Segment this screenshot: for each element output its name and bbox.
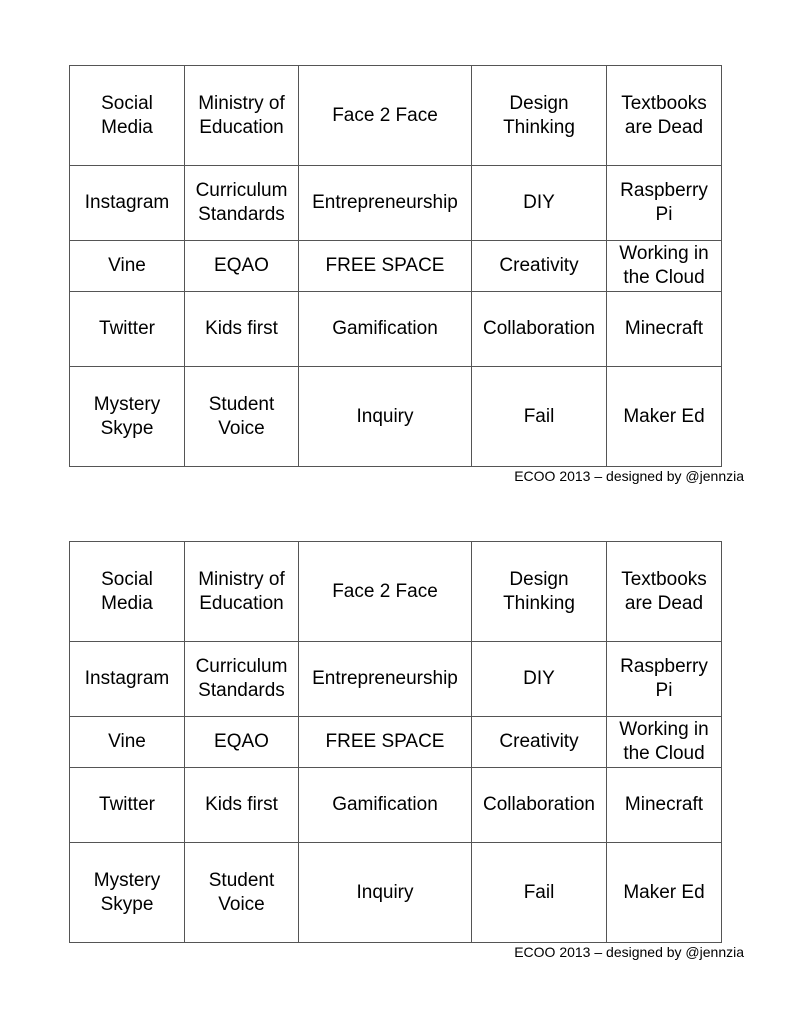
bingo-row [70, 768, 722, 843]
bingo-grid [69, 541, 722, 943]
bingo-row [70, 843, 722, 943]
bingo-cell: Mystery Skype [70, 367, 185, 467]
bingo-cell: Entrepreneurship [299, 642, 472, 717]
bingo-cell: Vine [70, 717, 185, 768]
bingo-cell: Minecraft [607, 292, 722, 367]
bingo-row [70, 241, 722, 292]
bingo-cell: Collaboration [472, 768, 607, 843]
bingo-cell: Curriculum Standards [185, 166, 299, 241]
bingo-cell: Student Voice [185, 843, 299, 943]
bingo-cell: Fail [472, 367, 607, 467]
bingo-cell: Face 2 Face [299, 542, 472, 642]
bingo-cell: Creativity [472, 241, 607, 292]
bingo-row [70, 367, 722, 467]
bingo-cell: Design Thinking [472, 66, 607, 166]
bingo-cell: Instagram [70, 642, 185, 717]
bingo-cell: Entrepreneurship [299, 166, 472, 241]
bingo-cell: Kids first [185, 292, 299, 367]
bingo-cell: Inquiry [299, 843, 472, 943]
bingo-cell: Kids first [185, 768, 299, 843]
free-space-cell: FREE SPACE [299, 241, 472, 292]
bingo-cell: Collaboration [472, 292, 607, 367]
bingo-cell: Face 2 Face [299, 66, 472, 166]
bingo-cell: Creativity [472, 717, 607, 768]
bingo-card-2 [69, 541, 721, 943]
bingo-card-1 [69, 65, 721, 467]
bingo-cell: Design Thinking [472, 542, 607, 642]
bingo-cell: Ministry of Education [185, 542, 299, 642]
bingo-cell: EQAO [185, 717, 299, 768]
bingo-cell: Textbooks are Dead [607, 542, 722, 642]
bingo-cell: Raspberry Pi [607, 642, 722, 717]
bingo-cell: Gamification [299, 292, 472, 367]
card-footer-credit: ECOO 2013 – designed by @jennzia [514, 944, 744, 960]
bingo-cell: Twitter [70, 768, 185, 843]
bingo-cell: Vine [70, 241, 185, 292]
bingo-cell: Working in the Cloud [607, 241, 722, 292]
bingo-row [70, 542, 722, 642]
bingo-cell: Textbooks are Dead [607, 66, 722, 166]
bingo-row [70, 642, 722, 717]
bingo-cell: Curriculum Standards [185, 642, 299, 717]
bingo-cell: Working in the Cloud [607, 717, 722, 768]
bingo-cell: Social Media [70, 542, 185, 642]
bingo-cell: Maker Ed [607, 843, 722, 943]
card-footer-credit: ECOO 2013 – designed by @jennzia [514, 468, 744, 484]
free-space-cell: FREE SPACE [299, 717, 472, 768]
bingo-row [70, 166, 722, 241]
bingo-cell: Social Media [70, 66, 185, 166]
bingo-row [70, 292, 722, 367]
bingo-cell: Gamification [299, 768, 472, 843]
bingo-cell: Fail [472, 843, 607, 943]
bingo-cell: Inquiry [299, 367, 472, 467]
bingo-row [70, 66, 722, 166]
bingo-cell: Twitter [70, 292, 185, 367]
bingo-cell: Minecraft [607, 768, 722, 843]
bingo-cell: Mystery Skype [70, 843, 185, 943]
bingo-cell: Maker Ed [607, 367, 722, 467]
bingo-cell: DIY [472, 166, 607, 241]
bingo-row [70, 717, 722, 768]
bingo-grid [69, 65, 722, 467]
bingo-cell: EQAO [185, 241, 299, 292]
bingo-cell: Student Voice [185, 367, 299, 467]
bingo-cell: Ministry of Education [185, 66, 299, 166]
bingo-cell: DIY [472, 642, 607, 717]
bingo-cell: Instagram [70, 166, 185, 241]
bingo-cell: Raspberry Pi [607, 166, 722, 241]
